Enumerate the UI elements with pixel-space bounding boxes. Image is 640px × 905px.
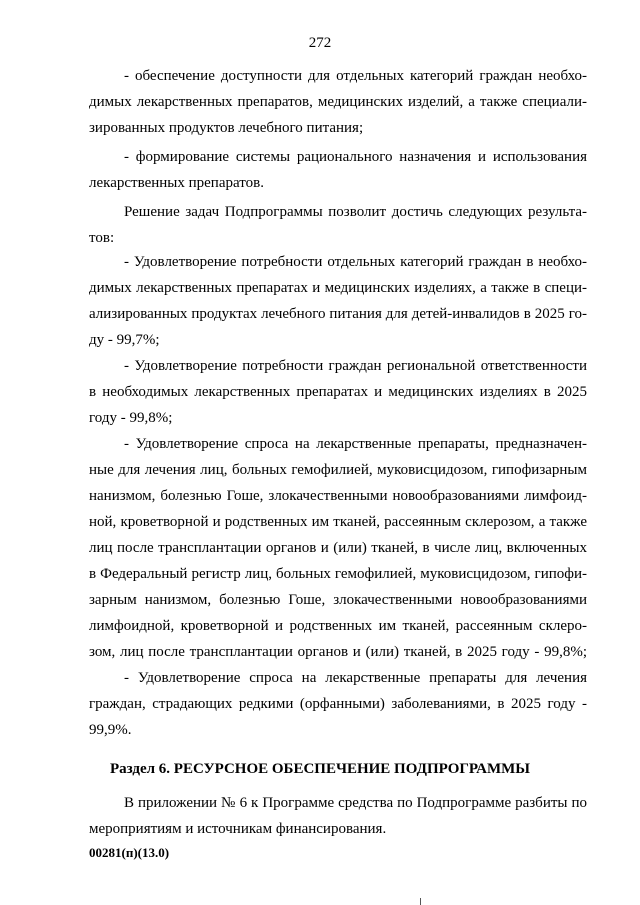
body-line: В приложении № 6 к Программе средства по Подпрограмме разбиты по	[124, 795, 587, 811]
scan-artifact	[420, 898, 421, 905]
body-line: - Удовлетворение потребности граждан региональной ответственности	[124, 358, 587, 374]
body-line: димых лекарственных препаратах и медицинских изделиях, а также в специ-	[89, 280, 587, 296]
body-line: лиц после трансплантации органов и (или) тканей, в числе лиц, включенных	[89, 540, 587, 556]
body-line: Решение задач Подпрограммы позволит достичь следующих результа-	[124, 204, 587, 220]
document-code: 00281(п)(13.0)	[89, 845, 170, 860]
body-line: ной, кроветворной и родственных им тканей, рассеянным склерозом, а также	[89, 514, 587, 530]
body-line: ду - 99,7%;	[89, 332, 160, 348]
body-line: - Удовлетворение спроса на лекарственные препараты для лечения	[124, 670, 587, 686]
body-line: граждан, страдающих редкими (орфанными) заболеваниями, в 2025 году -	[89, 696, 587, 712]
body-line: ные для лечения лиц, больных гемофилией, муковисцидозом, гипофизарным	[89, 462, 587, 478]
body-line: 99,9%.	[89, 722, 132, 738]
body-line: - формирование системы рационального назначения и использования	[124, 149, 587, 165]
body-line: зарным нанизмом, болезнью Гоше, злокачественными новообразованиями	[89, 592, 587, 608]
body-line: димых лекарственных препаратов, медицинских изделий, а также специали-	[89, 94, 587, 110]
body-line: в Федеральный регистр лиц, больных гемофилией, муковисцидозом, гипофи-	[89, 566, 587, 582]
body-line: - Удовлетворение потребности отдельных категорий граждан в необхо-	[124, 254, 587, 270]
body-line: мероприятиям и источникам финансирования.	[89, 821, 387, 837]
body-line: ализированных продуктах лечебного питания для детей-инвалидов в 2025 го-	[89, 306, 587, 322]
body-line: лимфоидной, кроветворной и родственных им тканей, рассеянным склеро-	[89, 618, 587, 634]
body-line: тов:	[89, 230, 115, 246]
body-line: - Удовлетворение спроса на лекарственные препараты, предназначен-	[124, 436, 587, 452]
body-line: году - 99,8%;	[89, 410, 173, 426]
body-line: нанизмом, болезнью Гоше, злокачественными новообразованиями лимфоид-	[89, 488, 587, 504]
body-line: лекарственных препаратов.	[89, 175, 264, 191]
body-line: - обеспечение доступности для отдельных категорий граждан необхо-	[124, 68, 587, 84]
section-heading: Раздел 6. РЕСУРСНОЕ ОБЕСПЕЧЕНИЕ ПОДПРОГРАММЫ	[109, 761, 531, 777]
page-number: 272	[308, 35, 332, 51]
body-line: зом, лиц после трансплантации органов и (или) тканей, в 2025 году - 99,8%;	[89, 644, 587, 660]
body-line: в необходимых лекарственных препаратах и медицинских изделиях в 2025	[89, 384, 587, 400]
body-line: зированных продуктов лечебного питания;	[89, 120, 364, 136]
